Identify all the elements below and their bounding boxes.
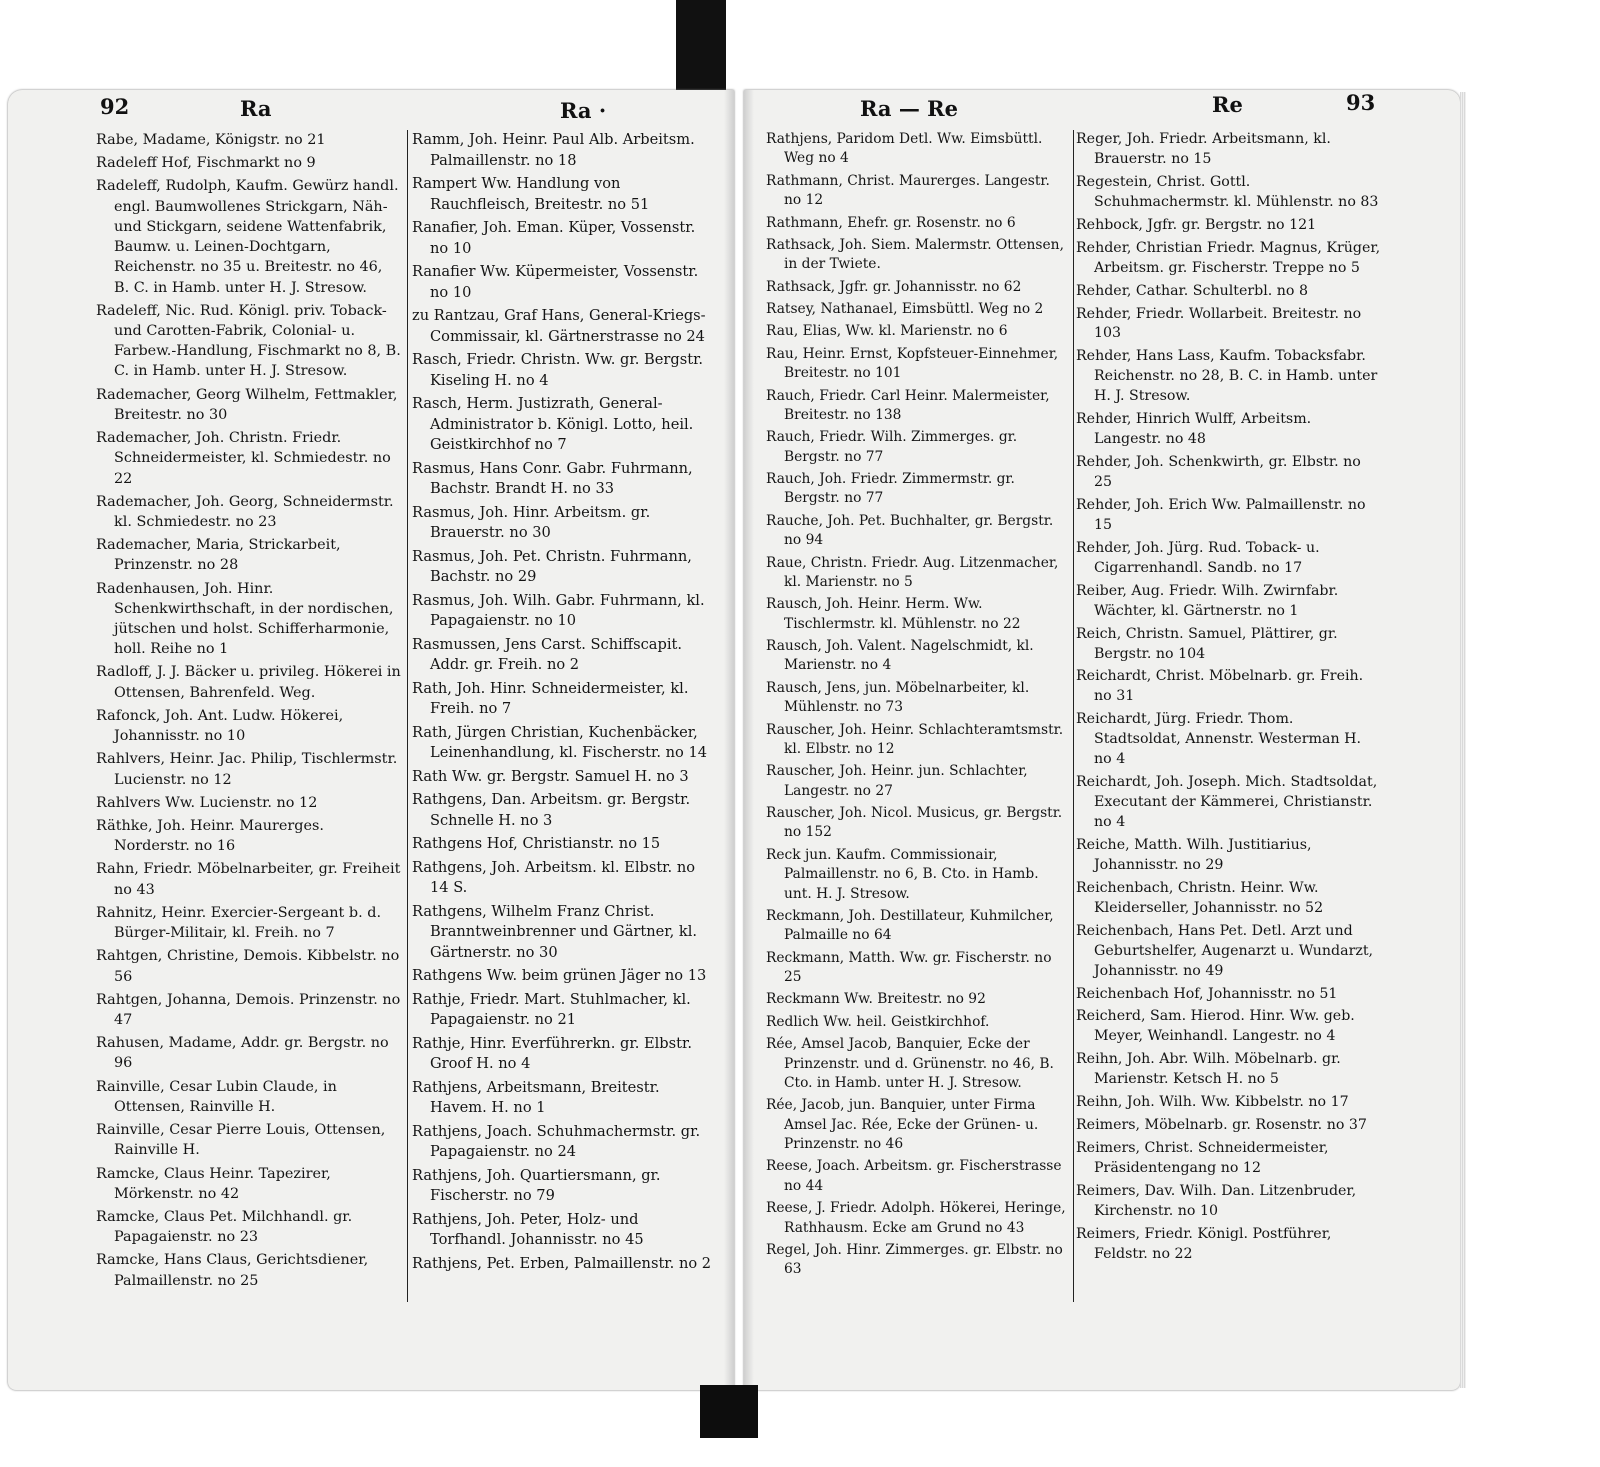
- directory-entry: Rathgens, Wilhelm Franz Christ. Branntweinbrenner und Gärtner, kl. Gärtnerstr. no 30: [412, 902, 698, 961]
- directory-entry: Radeleff Hof, Fischmarkt no 9: [96, 155, 316, 172]
- directory-entry: Rasch, Herm. Justizrath, General-Administrator b. Königl. Lotto, heil. Geistkirchhof no 7: [412, 395, 694, 453]
- directory-entry: Rathjens, Pet. Erben, Palmaillenstr. no 2: [412, 1254, 712, 1272]
- directory-entry: Rampert Ww. Handlung von Rauchfleisch, Breitestr. no 51: [412, 175, 650, 213]
- directory-entry: Rasmus, Joh. Hinr. Arbeitsm. gr. Brauerstr. no 30: [412, 503, 651, 541]
- directory-entry: Rademacher, Georg Wilhelm, Fettmakler, Breitestr. no 30: [96, 386, 398, 423]
- directory-entry: Rehder, Friedr. Wollarbeit. Breitestr. no 103: [1076, 305, 1362, 342]
- directory-entry: Rainville, Cesar Pierre Louis, Ottensen, Rainville H.: [96, 1122, 386, 1159]
- directory-entry: Ramm, Joh. Heinr. Paul Alb. Arbeitsm. Palmaillenstr. no 18: [412, 131, 695, 169]
- directory-entry: Reichardt, Christ. Möbelnarb. gr. Freih. no 31: [1076, 668, 1364, 705]
- column-rule-right: [1073, 130, 1074, 1302]
- entries-column-3: [766, 130, 1068, 1283]
- directory-entry: Rausch, Joh. Valent. Nagelschmidt, kl. Marienstr. no 4: [766, 638, 1034, 674]
- directory-entry: Rathsack, Jgfr. gr. Johannisstr. no 62: [766, 278, 1022, 295]
- directory-entry: Rademacher, Joh. Georg, Schneidermstr. kl. Schmiedestr. no 23: [96, 493, 394, 530]
- directory-entry: Rafonck, Joh. Ant. Ludw. Hökerei, Johannisstr. no 10: [96, 707, 344, 745]
- directory-entry: Rahlvers Ww. Lucienstr. no 12: [96, 794, 318, 811]
- directory-entry: Reichardt, Jürg. Friedr. Thom. Stadtsoldat, Annenstr. Westerman H. no 4: [1076, 711, 1361, 768]
- directory-entry: Rasmussen, Jens Carst. Schiffscapit. Addr. gr. Freih. no 2: [412, 635, 683, 673]
- directory-entry: Rathmann, Christ. Maurerges. Langestr. no 12: [766, 172, 1050, 209]
- directory-entry: Rabe, Madame, Königstr. no 21: [96, 132, 326, 148]
- directory-entry: Raue, Christn. Friedr. Aug. Litzenmacher, kl. Marienstr. no 5: [766, 554, 1059, 590]
- directory-entry: Reger, Joh. Friedr. Arbeitsmann, kl. Brauerstr. no 15: [1076, 131, 1331, 167]
- page-number-left: 92: [100, 94, 130, 119]
- directory-entry: Rauch, Friedr. Carl Heinr. Malermeister, Breitestr. no 138: [766, 387, 1050, 423]
- directory-entry: Rathmann, Ehefr. gr. Rosenstr. no 6: [766, 214, 1016, 231]
- directory-entry: Reese, Joach. Arbeitsm. gr. Fischerstrasse no 44: [766, 1158, 1062, 1194]
- directory-entry: Rathjens, Joh. Quartiersmann, gr. Fischerstr. no 79: [412, 1166, 661, 1204]
- directory-entry: Rathjens, Joach. Schuhmachermstr. gr. Papagaienstr. no 24: [412, 1122, 701, 1160]
- directory-entry: Rathgens Hof, Christianstr. no 15: [412, 835, 661, 852]
- directory-entry: Rathje, Friedr. Mart. Stuhlmacher, kl. Papagaienstr. no 21: [412, 990, 691, 1028]
- directory-entry: Rauch, Friedr. Wilh. Zimmerges. gr. Bergstr. no 77: [766, 429, 1018, 465]
- directory-entry: Rau, Heinr. Ernst, Kopfsteuer-Einnehmer, Breitestr. no 101: [766, 345, 1059, 382]
- directory-entry: Rathgens, Joh. Arbeitsm. kl. Elbstr. no 14 S.: [412, 858, 696, 896]
- directory-entry: Ratsey, Nathanael, Eimsbüttl. Weg no 2: [766, 301, 1044, 317]
- directory-entry: Rée, Amsel Jacob, Banquier, Ecke der Prinzenstr. und d. Grünenstr. no 46, B. Cto. in Hamb. unter H. J. Stresow.: [766, 1036, 1054, 1091]
- entries-column-4: [1076, 130, 1382, 1268]
- directory-entry: Rehder, Hans Lass, Kaufm. Tobacksfabr. Reichenstr. no 28, B. C. in Hamb. unter H. J. Stresow.: [1076, 348, 1378, 405]
- directory-entry: Reckmann, Joh. Destillateur, Kuhmilcher, Palmaille no 64: [766, 907, 1054, 944]
- directory-entry: Rahusen, Madame, Addr. gr. Bergstr. no 96: [96, 1035, 389, 1072]
- directory-entry: Rath, Jürgen Christian, Kuchenbäcker, Leinenhandlung, kl. Fischerstr. no 14: [412, 723, 708, 761]
- directory-entry: Rasmus, Joh. Pet. Christn. Fuhrmann, Bachstr. no 29: [412, 547, 692, 585]
- directory-entry: Reimers, Friedr. Königl. Postführer, Feldstr. no 22: [1076, 1225, 1332, 1262]
- directory-entry: Reiber, Aug. Friedr. Wilh. Zwirnfabr. Wächter, kl. Gärtnerstr. no 1: [1076, 582, 1339, 619]
- directory-entry: Rahlvers, Heinr. Jac. Philip, Tischlermstr. Lucienstr. no 12: [96, 751, 398, 788]
- column-rule-left: [407, 130, 408, 1302]
- directory-entry: Rathgens Ww. beim grünen Jäger no 13: [412, 967, 707, 984]
- directory-entry: Reihn, Joh. Abr. Wilh. Möbelnarb. gr. Marienstr. Ketsch H. no 5: [1076, 1051, 1341, 1088]
- directory-entry: Rahn, Friedr. Möbelnarbeiter, gr. Freiheit no 43: [96, 861, 401, 898]
- directory-entry: Ramcke, Claus Pet. Milchhandl. gr. Papagaienstr. no 23: [96, 1208, 353, 1246]
- directory-entry: Reimers, Möbelnarb. gr. Rosenstr. no 37: [1076, 1117, 1367, 1134]
- directory-entry: Rademacher, Maria, Strickarbeit, Prinzenstr. no 28: [96, 537, 341, 574]
- page-number-right: 93: [1346, 90, 1376, 115]
- directory-entry: Reck jun. Kaufm. Commissionair, Palmaillenstr. no 6, B. Cto. in Hamb. unt. H. J. Stresow.: [766, 846, 1039, 902]
- directory-entry: Reese, J. Friedr. Adolph. Hökerei, Heringe, Rathhausm. Ecke am Grund no 43: [766, 1200, 1066, 1236]
- directory-entry: Rasmus, Hans Conr. Gabr. Fuhrmann, Bachstr. Brandt H. no 33: [412, 459, 693, 497]
- directory-entry: Rasch, Friedr. Christn. Ww. gr. Bergstr. Kiseling H. no 4: [412, 351, 704, 389]
- directory-entry: Rée, Jacob, jun. Banquier, unter Firma Amsel Jac. Rée, Ecke der Grünen- u. Prinzenstr. no 46: [766, 1097, 1039, 1152]
- directory-entry: Rath Ww. gr. Bergstr. Samuel H. no 3: [412, 767, 689, 785]
- directory-entry: Redlich Ww. heil. Geistkirchhof.: [766, 1013, 990, 1030]
- running-head-right: Re: [1212, 92, 1243, 117]
- directory-entry: Reihn, Joh. Wilh. Ww. Kibbelstr. no 17: [1076, 1094, 1349, 1111]
- directory-entry: Rahtgen, Christine, Demois. Kibbelstr. no 56: [96, 948, 400, 985]
- directory-entry: Reichenbach, Hans Pet. Detl. Arzt und Geburtshelfer, Augenarzt u. Wundarzt, Johannisstr. no 49: [1076, 922, 1374, 979]
- directory-entry: Ramcke, Hans Claus, Gerichtsdiener, Palmaillenstr. no 25: [96, 1252, 369, 1289]
- directory-entry: Rauch, Joh. Friedr. Zimmermstr. gr. Bergstr. no 77: [766, 471, 1015, 507]
- directory-entry: Rausch, Joh. Heinr. Herm. Ww. Tischlermstr. kl. Mühlenstr. no 22: [766, 596, 1021, 632]
- scanner-clip-top: [676, 0, 726, 92]
- directory-entry: Ramcke, Claus Heinr. Tapezirer, Mörkenstr. no 42: [96, 1165, 331, 1202]
- directory-entry: Rathjens, Paridom Detl. Ww. Eimsbüttl. Weg no 4: [766, 131, 1043, 167]
- directory-entry: Rauscher, Joh. Heinr. jun. Schlachter, Langestr. no 27: [766, 763, 1028, 799]
- directory-entry: Regel, Joh. Hinr. Zimmerges. gr. Elbstr. no 63: [766, 1241, 1063, 1278]
- directory-entry: Rademacher, Joh. Christn. Friedr. Schneidermeister, kl. Schmiedestr. no 22: [96, 430, 391, 487]
- gutter-shadow-left: [724, 90, 734, 1390]
- directory-entry: Reckmann, Matth. Ww. gr. Fischerstr. no 25: [766, 949, 1052, 985]
- directory-entry: Regestein, Christ. Gottl. Schuhmachermstr. kl. Mühlenstr. no 83: [1076, 173, 1379, 210]
- directory-entry: Radeleff, Rudolph, Kaufm. Gewürz handl. engl. Baumwollenes Strickgarn, Näh- und Stickgarn, seidene Wattenfabrik, Baumw. u. Leinen-Dochtgarn, Reichenstr. no 35 u. Breitestr. no 46, B. C. in Hamb. unter H. J. Stresow.: [96, 178, 399, 296]
- directory-entry: Radloff, J. J. Bäcker u. privileg. Hökerei in Ottensen, Bahrenfeld. Weg.: [96, 664, 401, 701]
- directory-entry: Rainville, Cesar Lubin Claude, in Ottensen, Rainville H.: [96, 1078, 337, 1115]
- directory-entry: Radenhausen, Joh. Hinr. Schenkwirthschaft, in der nordischen, jütschen und holst. Schifferharmonie, holl. Reihe no 1: [96, 580, 394, 658]
- directory-entry: Rauscher, Joh. Nicol. Musicus, gr. Bergstr. no 152: [766, 805, 1063, 841]
- scanner-clip-bottom: [700, 1385, 758, 1438]
- directory-entry: Rehder, Joh. Jürg. Rud. Toback- u. Cigarrenhandl. Sandb. no 17: [1076, 539, 1320, 576]
- directory-entry: Rehder, Christian Friedr. Magnus, Krüger, Arbeitsm. gr. Fischerstr. Treppe no 5: [1076, 239, 1381, 276]
- directory-entry: Rausch, Jens, jun. Möbelnarbeiter, kl. Mühlenstr. no 73: [766, 679, 1030, 716]
- directory-entry: Reichenbach, Christn. Heinr. Ww. Kleiderseller, Johannisstr. no 52: [1076, 879, 1324, 916]
- directory-entry: Rathje, Hinr. Everführerkn. gr. Elbstr. Groof H. no 4: [412, 1034, 693, 1072]
- directory-entry: Rauche, Joh. Pet. Buchhalter, gr. Bergstr. no 94: [766, 512, 1054, 549]
- directory-entry: Rauscher, Joh. Heinr. Schlachteramtsmstr. kl. Elbstr. no 12: [766, 721, 1064, 757]
- directory-entry: Reich, Christn. Samuel, Plättirer, gr. Bergstr. no 104: [1076, 625, 1338, 662]
- directory-entry: Rehder, Cathar. Schulterbl. no 8: [1076, 282, 1308, 299]
- directory-entry: Rehder, Hinrich Wulff, Arbeitsm. Langestr. no 48: [1076, 411, 1312, 448]
- directory-entry: Radeleff, Nic. Rud. Königl. priv. Toback- und Carotten-Fabrik, Colonial- u. Farbew.-Handlung, Fischmarkt no 8, B. C. in Hamb. unter H. J. Stresow.: [96, 302, 401, 380]
- directory-entry: Rahtgen, Johanna, Demois. Prinzenstr. no 47: [96, 991, 401, 1028]
- directory-entry: Rathgens, Dan. Arbeitsm. gr. Bergstr. Schnelle H. no 3: [412, 791, 691, 829]
- directory-entry: Rathjens, Arbeitsmann, Breitestr. Havem. H. no 1: [412, 1078, 660, 1116]
- directory-entry: Reichenbach Hof, Johannisstr. no 51: [1076, 985, 1338, 1002]
- directory-entry: Reiche, Matth. Wilh. Justitiarius, Johannisstr. no 29: [1076, 836, 1312, 873]
- entries-column-1: [96, 130, 402, 1294]
- directory-entry: Rehder, Joh. Erich Ww. Palmaillenstr. no 15: [1076, 496, 1366, 533]
- running-head-left: Ra: [240, 96, 272, 121]
- directory-entry: Rahnitz, Heinr. Exercier-Sergeant b. d. Bürger-Militair, kl. Freih. no 7: [96, 904, 382, 942]
- running-head-right-center: Ra — Re: [860, 96, 958, 121]
- directory-entry: Reicherd, Sam. Hierod. Hinr. Ww. geb. Meyer, Weinhandl. Langestr. no 4: [1076, 1008, 1355, 1045]
- directory-entry: Rau, Elias, Ww. kl. Marienstr. no 6: [766, 323, 1008, 340]
- directory-entry: Reimers, Dav. Wilh. Dan. Litzenbruder, Kirchenstr. no 10: [1076, 1182, 1357, 1219]
- directory-entry: Rehder, Joh. Schenkwirth, gr. Elbstr. no 25: [1076, 454, 1361, 490]
- directory-entry: Rath, Joh. Hinr. Schneidermeister, kl. Freih. no 7: [412, 679, 689, 717]
- directory-entry: Reimers, Christ. Schneidermeister, Präsidentengang no 12: [1076, 1140, 1329, 1176]
- gutter-shadow-right: [744, 90, 754, 1390]
- directory-entry: Ranafier Ww. Küpermeister, Vossenstr. no 10: [412, 263, 699, 301]
- directory-entry: Rehbock, Jgfr. gr. Bergstr. no 121: [1076, 216, 1317, 233]
- directory-entry: Ranafier, Joh. Eman. Küper, Vossenstr. no 10: [412, 219, 696, 257]
- directory-entry: Rasmus, Joh. Wilh. Gabr. Fuhrmann, kl. Papagaienstr. no 10: [412, 591, 705, 629]
- directory-entry: Rathjens, Joh. Peter, Holz- und Torfhandl. Johannisstr. no 45: [412, 1210, 644, 1248]
- entries-column-2: [412, 130, 712, 1277]
- page-edges: [1460, 92, 1466, 1388]
- running-head-left-center: Ra ·: [560, 98, 607, 123]
- directory-entry: Rathsack, Joh. Siem. Malermstr. Ottensen, in der Twiete.: [766, 236, 1064, 273]
- directory-entry: Reichardt, Joh. Joseph. Mich. Stadtsoldat, Executant der Kämmerei, Christianstr. no 4: [1076, 774, 1378, 830]
- directory-entry: zu Rantzau, Graf Hans, General-Kriegs-Commissair, kl. Gärtnerstrasse no 24: [412, 307, 706, 345]
- directory-entry: Räthke, Joh. Heinr. Maurerges. Norderstr. no 16: [96, 818, 324, 855]
- directory-entry: Reckmann Ww. Breitestr. no 92: [766, 991, 986, 1008]
